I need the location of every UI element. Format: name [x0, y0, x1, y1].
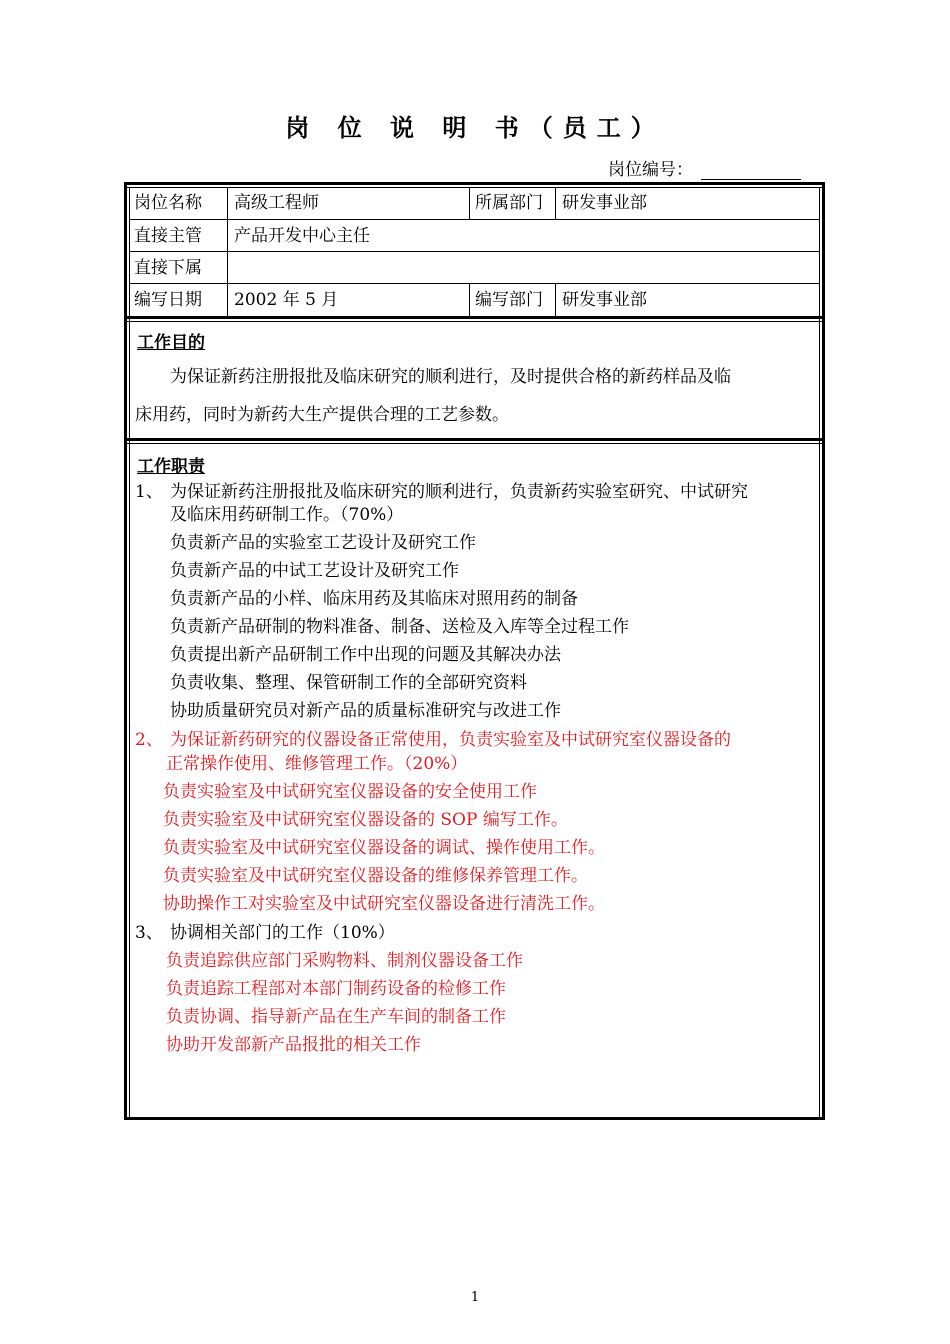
position-number: [608, 155, 801, 180]
date-label: 编写日期: [134, 290, 202, 310]
duty-item: 负责协调、指导新产品在生产车间的制备工作: [166, 1007, 506, 1027]
duty-number: 1、: [135, 482, 163, 502]
duty-number: 3、: [135, 923, 163, 943]
column-divider: [469, 187, 470, 220]
supervisor-value: 产品开发中心主任: [234, 226, 370, 246]
table-border-top: [124, 182, 825, 185]
department-value: 研发事业部: [562, 193, 647, 213]
writer-dept-label: 编写部门: [475, 290, 543, 310]
table-border-left: [124, 182, 127, 1120]
duty-item: 负责实验室及中试研究室仪器设备的调试、操作使用工作。: [163, 838, 605, 858]
table-border-right: [822, 182, 825, 1120]
subordinate-label: 直接下属: [134, 258, 202, 278]
page-title: 岗 位 说 明 书（员工）: [285, 114, 665, 142]
column-divider: [555, 283, 556, 317]
duty-item: 负责新产品的中试工艺设计及研究工作: [170, 561, 459, 581]
page-number: 1: [470, 1290, 480, 1305]
duty-item: 负责实验室及中试研究室仪器设备的维修保养管理工作。: [163, 866, 588, 886]
section-divider: [124, 316, 825, 319]
duty-item: 负责收集、整理、保管研制工作的全部研究资料: [170, 673, 527, 693]
duty-item: 协助操作工对实验室及中试研究室仪器设备进行清洗工作。: [163, 894, 605, 914]
duty-item: 协助开发部新产品报批的相关工作: [166, 1035, 421, 1055]
duty-line: 正常操作使用、维修管理工作。（20%）: [166, 754, 468, 774]
duty-line: 为保证新药注册报批及临床研究的顺利进行，负责新药实验室研究、中试研究: [170, 482, 748, 502]
table-border-right-inner: [819, 187, 820, 1119]
date-value: 2002 年 5 月: [234, 290, 339, 310]
position-number-label: 岗位编号：: [608, 160, 693, 180]
duty-item: 负责提出新产品研制工作中出现的问题及其解决办法: [170, 645, 561, 665]
position-number-blank: [701, 161, 801, 180]
position-name-value: 高级工程师: [234, 193, 319, 213]
duty-line: 协调相关部门的工作（10%）: [170, 923, 395, 943]
column-divider: [227, 187, 228, 317]
purpose-line: 床用药，同时为新药大生产提供合理的工艺参数。: [135, 405, 509, 425]
duty-item: 负责实验室及中试研究室仪器设备的安全使用工作: [163, 782, 537, 802]
section-divider: [124, 438, 825, 441]
table-border-left-inner: [129, 187, 130, 1119]
duty-line: 及临床用药研制工作。（70%）: [170, 505, 404, 525]
duty-number: 2、: [135, 730, 163, 750]
supervisor-label: 直接主管: [134, 226, 202, 246]
column-divider: [469, 283, 470, 317]
table-border-bottom: [124, 1117, 825, 1120]
duty-item: 负责新产品研制的物料准备、制备、送检及入库等全过程工作: [170, 617, 629, 637]
department-label: 所属部门: [475, 193, 543, 213]
duty-item: 负责追踪工程部对本部门制药设备的检修工作: [166, 979, 506, 999]
purpose-line: 为保证新药注册报批及临床研究的顺利进行，及时提供合格的新药样品及临: [170, 367, 731, 387]
writer-dept-value: 研发事业部: [562, 290, 647, 310]
purpose-heading: 工作目的: [137, 333, 205, 353]
row-divider: [129, 251, 820, 252]
duty-item: 负责新产品的实验室工艺设计及研究工作: [170, 533, 476, 553]
section-divider-inner: [124, 443, 825, 444]
table-border-top-inner: [124, 187, 825, 188]
position-name-label: 岗位名称: [134, 193, 202, 213]
row-divider: [129, 219, 820, 220]
duty-item: 协助质量研究员对新产品的质量标准研究与改进工作: [170, 701, 561, 721]
duty-item: 负责追踪供应部门采购物料、制剂仪器设备工作: [166, 951, 523, 971]
column-divider: [555, 187, 556, 220]
duty-line: 为保证新药研究的仪器设备正常使用，负责实验室及中试研究室仪器设备的: [170, 730, 731, 750]
duty-item: 负责新产品的小样、临床用药及其临床对照用药的制备: [170, 589, 578, 609]
section-divider-inner: [124, 321, 825, 322]
row-divider: [129, 283, 820, 284]
duty-item: 负责实验室及中试研究室仪器设备的 SOP 编写工作。: [163, 810, 568, 830]
duties-heading: 工作职责: [137, 457, 205, 477]
